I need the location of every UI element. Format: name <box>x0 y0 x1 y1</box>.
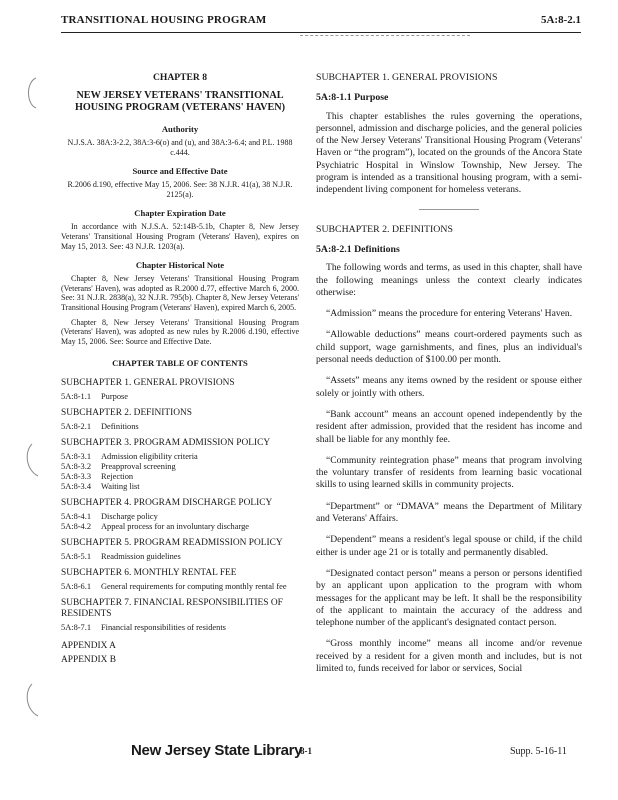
appendix-a: APPENDIX A <box>61 641 116 652</box>
library-watermark: New Jersey State Library <box>131 742 303 759</box>
definition-paragraph: “Assets” means any items owned by the resident or spouse either solely or jointly with others. <box>316 375 582 399</box>
toc-group <box>61 498 299 532</box>
definition-paragraph: “Department” or “DMAVA” means the Department of Military and Veterans' Affairs. <box>316 500 582 525</box>
chapter-number: CHAPTER 8 <box>152 72 208 83</box>
expiration-heading: Chapter Expiration Date <box>134 208 226 219</box>
running-header <box>61 12 581 33</box>
purpose-paragraph: This chapter establishes the rules governing the operations, personnel, admission and discharge policies, and the general policies of the New Jersey Veterans' Transitional Housing Program (Veterans' Haven or “the program”), located on the grounds of the Ancora State Psychiatric Hospital in Winslow Township, New Jersey. The program is intended as a transitional housing program, with a semi-independent living component for homeless veterans. <box>316 110 582 196</box>
toc-item: 5A:8-5.1 Readmission guidelines <box>61 552 181 562</box>
definition-paragraph: “Admission” means the procedure for entering Veterans' Haven. <box>326 308 573 320</box>
toc-item: 5A:8-1.1 Purpose <box>61 392 128 402</box>
source-heading: Source and Effective Date <box>132 166 228 177</box>
toc-subchapter-heading: SUBCHAPTER 7. FINANCIAL RESPONSIBILITIES OF RESIDENTS <box>61 598 283 620</box>
appendix-b: APPENDIX B <box>61 655 116 666</box>
left-column <box>61 72 299 669</box>
source-text: R.2006 d.190, effective May 15, 2006. See: 38 N.J.R. 41(a), 38 N.J.R. 2125(a). <box>67 180 293 199</box>
definition-paragraph: “Bank account” means an account opened independently by the resident after admission, provided that the resident has income and shall be liable for any monthly fee. <box>316 408 582 445</box>
toc-heading: CHAPTER TABLE OF CONTENTS <box>112 358 248 369</box>
subchapter-2-heading: SUBCHAPTER 2. DEFINITIONS <box>316 223 453 235</box>
definition-paragraph: “Community reintegration phase” means that program involving the voluntary transfer of residents from learning basic vocational skills to using learned skills in community projects. <box>316 454 582 491</box>
toc-group <box>61 438 299 492</box>
punch-hole-mark-top <box>22 74 46 114</box>
section-2-1-heading: 5A:8-2.1 Definitions <box>316 243 400 255</box>
toc-group <box>61 568 299 592</box>
history-section <box>61 260 299 346</box>
right-column <box>316 72 582 684</box>
toc-group <box>61 538 299 562</box>
toc-subchapter-heading: SUBCHAPTER 5. PROGRAM READMISSION POLICY <box>61 538 283 549</box>
toc-subchapter-heading: SUBCHAPTER 3. PROGRAM ADMISSION POLICY <box>61 438 271 449</box>
toc-item: 5A:8-3.4 Waiting list <box>61 482 140 492</box>
toc-item: 5A:8-3.2 Preapproval screening <box>61 462 176 472</box>
history-text-1: Chapter 8, New Jersey Veterans' Transitional Housing Program (Veterans' Haven), was adopted as R.2000 d.77, effective March 6, 2000. See: 31 N.J.R. 2838(a), 32 N.J.R. 795(b). Chapter 8, New Jersey Veterans' Transitional Housing Program (Veterans' Haven), expired March 6, 2005. <box>61 274 299 312</box>
authority-heading: Authority <box>161 124 199 134</box>
punch-hole-mark-middle <box>22 440 46 480</box>
history-heading: Chapter Historical Note <box>135 260 225 271</box>
toc-subchapter-heading: SUBCHAPTER 2. DEFINITIONS <box>61 408 192 419</box>
toc-item: 5A:8-7.1 Financial responsibilities of residents <box>61 623 226 633</box>
definition-paragraph: The following words and terms, as used in this chapter, shall have the following meanings unless the context clearly indicates otherwise: <box>316 262 582 298</box>
toc-subchapter-heading: SUBCHAPTER 1. GENERAL PROVISIONS <box>61 378 235 389</box>
definition-paragraph: “Allowable deductions” means court-ordered payments such as child support, wage garnishments, and fines, plus an individual's personal needs deduction of $100.00 per month. <box>316 329 582 366</box>
chapter-title: NEW JERSEY VETERANS' TRANSITIONAL HOUSING PROGRAM (VETERANS' HAVEN) <box>74 90 286 113</box>
header-dash-line <box>300 35 470 36</box>
authority-text: N.J.S.A. 38A:3-2.2, 38A:3-6(o) and (u), and 38A:3-6.4; and P.L. 1988 c.444. <box>67 138 293 157</box>
section-divider <box>419 209 479 210</box>
toc-item: 5A:8-3.3 Rejection <box>61 472 134 482</box>
toc-subchapter-heading: SUBCHAPTER 4. PROGRAM DISCHARGE POLICY <box>61 498 273 509</box>
definition-paragraph: “Designated contact person” means a person or persons identified by an applicant upon application to the program with whom messages for the applicant may be left. It shall be the responsibility of the applicant to maintain the accuracy of the address and telephone number of the applicant's designated contact person. <box>316 567 582 629</box>
toc-group <box>61 408 299 432</box>
toc-subchapter-heading: SUBCHAPTER 6. MONTHLY RENTAL FEE <box>61 568 237 579</box>
toc-item: 5A:8-4.2 Appeal process for an involuntary discharge <box>61 522 249 532</box>
toc-item: 5A:8-6.1 General requirements for computing monthly rental fee <box>61 582 287 592</box>
toc-item: 5A:8-4.1 Discharge policy <box>61 512 158 522</box>
subchapter-1-heading: SUBCHAPTER 1. GENERAL PROVISIONS <box>316 72 498 83</box>
expiration-section <box>61 208 299 251</box>
header-title: TRANSITIONAL HOUSING PROGRAM <box>61 14 267 26</box>
definition-paragraph: “Dependent” means a resident's legal spouse or child, if the child either is under age 21 or is totally and permanently disabled. <box>316 534 582 558</box>
history-text-2: Chapter 8, New Jersey Veterans' Transitional Housing Program (Veterans' Haven), was adopted as new rules by R.2006 d.190, effective May 15, 2006. See: Source and Effective Date. <box>61 317 299 346</box>
page-number: 8-1 <box>300 746 312 756</box>
authority-section <box>61 124 299 157</box>
header-section-number: 5A:8-2.1 <box>540 14 581 26</box>
toc-group <box>61 378 299 402</box>
section-1-1-heading: 5A:8-1.1 Purpose <box>316 92 389 104</box>
toc-item: 5A:8-3.1 Admission eligibility criteria <box>61 452 198 462</box>
supplement-date: Supp. 5-16-11 <box>510 746 567 757</box>
expiration-text: In accordance with N.J.S.A. 52:14B-5.1b, Chapter 8, New Jersey Veterans' Transitional Housing Program (Veterans' Haven), expires on May 15, 2013. See: 43 N.J.R. 1203(a). <box>61 222 299 251</box>
toc-item: 5A:8-2.1 Definitions <box>61 422 139 432</box>
source-section <box>61 166 299 199</box>
punch-hole-mark-bottom <box>22 680 46 720</box>
toc-group <box>61 598 299 633</box>
definition-paragraph: “Gross monthly income” means all income and/or revenue received by a resident for a given month and includes, but is not limited to, funds received for labor or services, Social <box>316 638 582 674</box>
